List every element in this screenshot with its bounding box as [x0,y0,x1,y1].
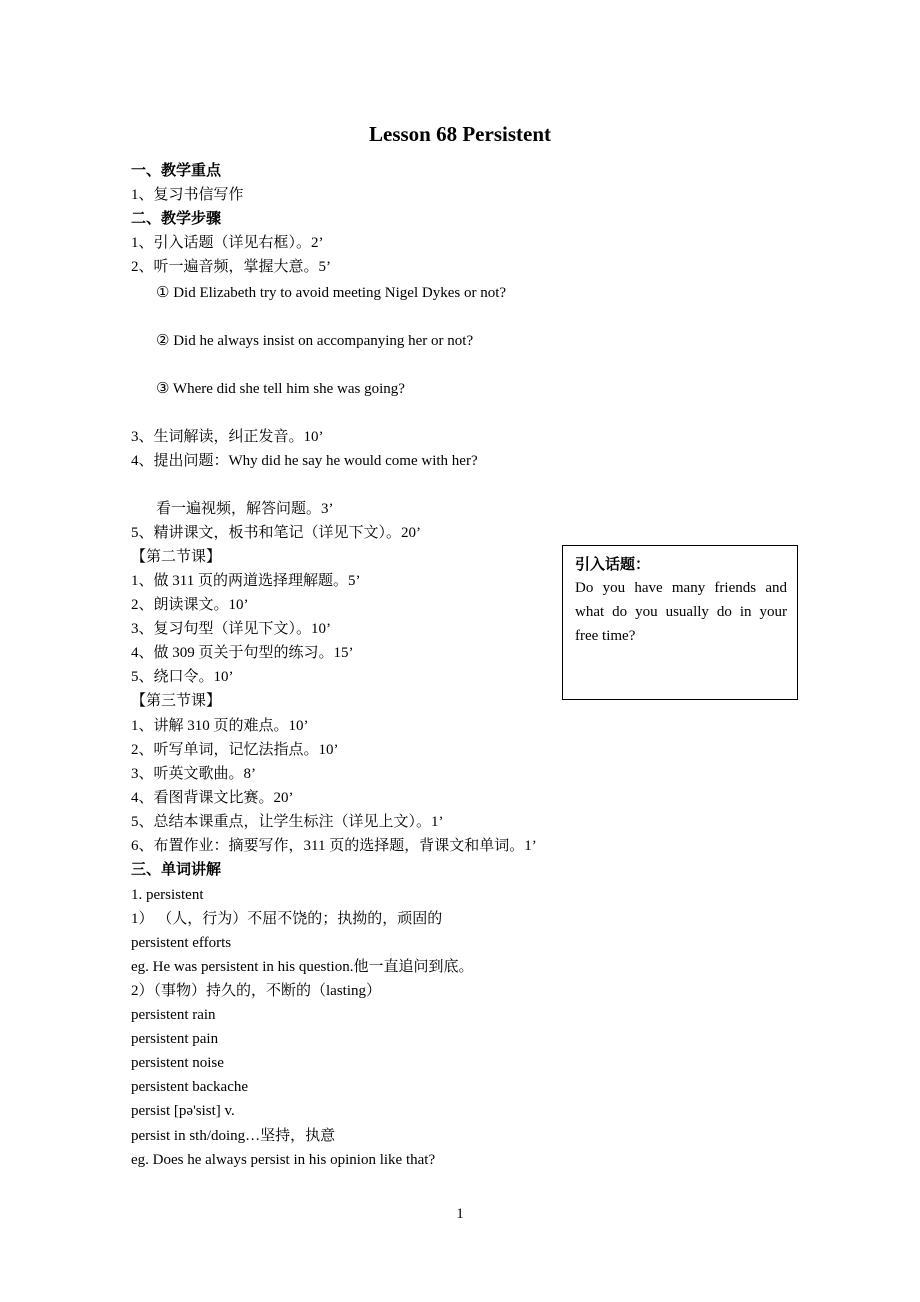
lesson-heading: 【第二节课】 [131,549,222,565]
text-line: 1、讲解 310 页的难点。10’ [131,718,309,734]
lesson-heading: 【第三节课】 [131,693,222,709]
text-line: 5、总结本课重点，让学生标注（详见上文）。1’ [131,814,444,830]
page-number: 1 [456,1206,464,1222]
text-line: 3、复习句型（详见下文）。10’ [131,621,331,637]
topic-box [562,545,798,700]
text-line: 2、听写单词，记忆法指点。10’ [131,742,339,758]
example-line: persistent efforts [131,935,232,951]
example-line: eg. He was persistent in his question.他一直追问到底。 [131,959,474,975]
text-line: 2、朗读课文。10’ [131,597,249,613]
definition-line: 2）（事物）持久的，不断的（lasting） [131,983,381,999]
text-line: 4、看图背课文比赛。20’ [131,790,294,806]
word-entry: persist [pə'sist] v. [131,1103,235,1119]
example-line: eg. Does he always persist in his opinion like that? [131,1152,436,1168]
text-line: 5、精讲课文，板书和笔记（详见下文）。20’ [131,525,421,541]
text-line: 5、绕口令。10’ [131,669,234,685]
text-line: 1、做 311 页的两道选择理解题。5’ [131,573,361,589]
definition-line: persist in sth/doing…坚持，执意 [131,1128,336,1144]
text-line: 4、提出问题：Why did he say he would come with her? [131,453,478,469]
example-line: persistent backache [131,1079,249,1095]
text-line: 看一遍视频，解答问题。3’ [156,501,334,517]
word-entry: 1. persistent [131,887,204,903]
question-1: ① Did Elizabeth try to avoid meeting Nigel Dykes or not? [156,285,507,301]
example-line: persistent pain [131,1031,219,1047]
example-line: persistent rain [131,1007,216,1023]
text-line: 2、听一遍音频，掌握大意。5’ [131,259,331,275]
text-line: 4、做 309 页关于句型的练习。15’ [131,645,354,661]
text-line: 6、布置作业：摘要写作，311 页的选择题，背课文和单词。1’ [131,838,537,854]
topic-box-heading: 引入话题： [575,557,651,573]
text-line: 1、引入话题（详见右框）。2’ [131,235,324,251]
section-heading: 三、单词讲解 [131,862,222,878]
question-3: ③ Where did she tell him she was going? [156,381,405,397]
text-line: 3、听英文歌曲。8’ [131,766,256,782]
topic-box-text: Do you have many friends and what do you usually do in your free time? [575,580,787,644]
example-line: persistent noise [131,1055,224,1071]
question-2: ② Did he always insist on accompanying her or not? [156,333,474,349]
definition-line: 1） （人，行为）不屈不饶的；执拗的，顽固的 [131,911,443,927]
text-line: 1、复习书信写作 [131,187,244,203]
section-heading: 一、教学重点 [131,163,222,179]
text-line: 3、生词解读，纠正发音。10’ [131,429,324,445]
lesson-title: Lesson 68 Persistent [369,122,551,146]
section-heading: 二、教学步骤 [131,211,222,227]
